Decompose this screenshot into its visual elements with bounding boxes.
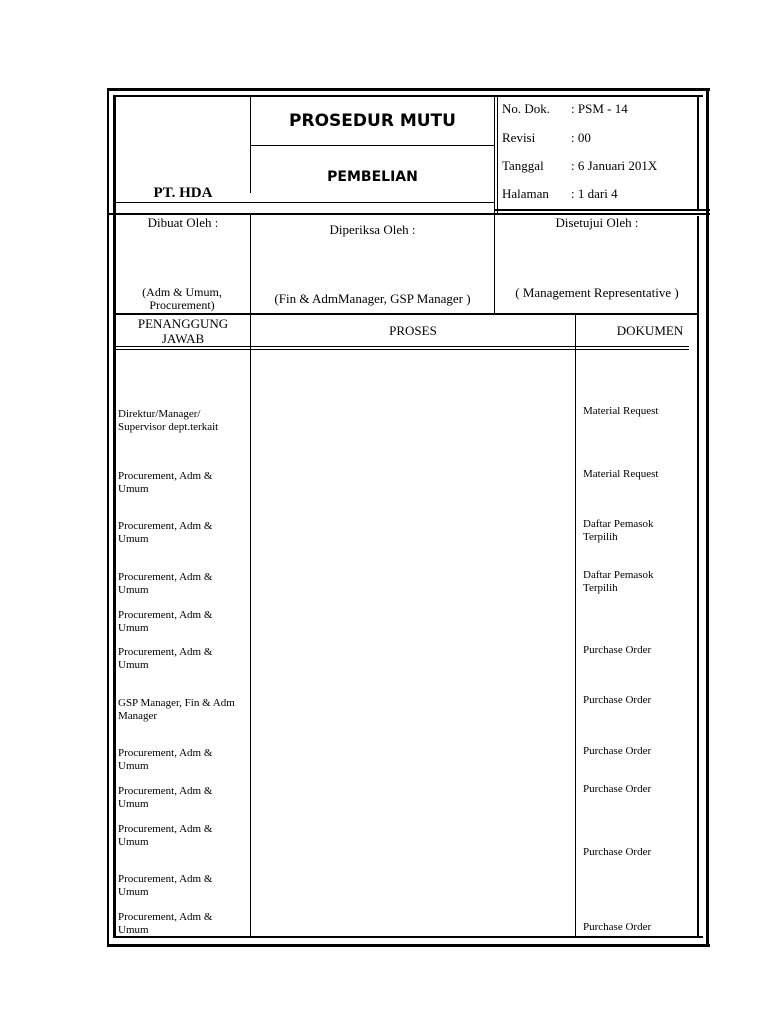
row-6-document: Purchase Order	[583, 644, 652, 656]
row-4-responsible: Procurement, Adm & Umum	[118, 571, 213, 596]
row-12-document: Purchase Order	[583, 921, 652, 933]
document-title: PROSEDUR MUTU	[289, 111, 456, 131]
process-flow-area	[251, 350, 575, 936]
row-1-document: Material Request	[583, 405, 659, 417]
row-3-document: Daftar Pemasok Terpilih	[583, 518, 654, 543]
meta-value-doc-no: : PSM - 14	[571, 101, 628, 116]
checked-by-label: Diperiksa Oleh :	[329, 222, 416, 237]
row-8-document: Purchase Order	[583, 745, 652, 757]
row-7-responsible: GSP Manager, Fin & Adm Manager	[118, 697, 235, 722]
meta-value-date: : 6 Januari 201X	[571, 158, 658, 173]
checked-by-role: (Fin & AdmManager, GSP Manager )	[274, 291, 471, 306]
column-header-responsible	[116, 316, 250, 346]
column-header-responsible-line1: PENANGGUNG	[137, 316, 229, 331]
approved-by-label: Disetujui Oleh :	[555, 215, 639, 230]
made-by-label: Dibuat Oleh :	[147, 215, 219, 230]
company-name: PT. HDA	[153, 185, 213, 201]
column-header-process: PROSES	[389, 323, 437, 338]
row-10-document: Purchase Order	[583, 846, 652, 858]
row-10-responsible: Procurement, Adm & Umum	[118, 823, 213, 848]
meta-label-page: Halaman	[502, 186, 549, 201]
row-2-document: Material Request	[583, 468, 659, 480]
meta-value-page: : 1 dari 4	[571, 186, 618, 201]
column-header-responsible-line2: JAWAB	[161, 331, 205, 346]
row-6-responsible: Procurement, Adm & Umum	[118, 646, 213, 671]
made-by-role: (Adm & Umum, Procurement)	[142, 285, 222, 312]
row-3-responsible: Procurement, Adm & Umum	[118, 520, 213, 545]
row-9-responsible: Procurement, Adm & Umum	[118, 785, 213, 810]
row-4-document: Daftar Pemasok Terpilih	[583, 569, 654, 594]
row-12-responsible: Procurement, Adm & Umum	[118, 911, 213, 936]
meta-label-date: Tanggal	[502, 158, 544, 173]
row-8-responsible: Procurement, Adm & Umum	[118, 747, 213, 772]
meta-label-doc-no: No. Dok.	[502, 101, 551, 116]
row-2-responsible: Procurement, Adm & Umum	[118, 470, 213, 495]
row-1-responsible: Direktur/Manager/ Supervisor dept.terkait	[118, 408, 219, 433]
meta-value-revision: : 00	[571, 130, 591, 145]
column-header-document: DOKUMEN	[616, 323, 684, 338]
row-11-responsible: Procurement, Adm & Umum	[118, 873, 213, 898]
row-5-responsible: Procurement, Adm & Umum	[118, 609, 213, 634]
document-subject: PEMBELIAN	[327, 169, 418, 185]
approved-by-role: ( Management Representative )	[515, 285, 679, 300]
meta-label-revision: Revisi	[502, 130, 536, 145]
row-7-document: Purchase Order	[583, 694, 652, 706]
row-9-document: Purchase Order	[583, 783, 652, 795]
